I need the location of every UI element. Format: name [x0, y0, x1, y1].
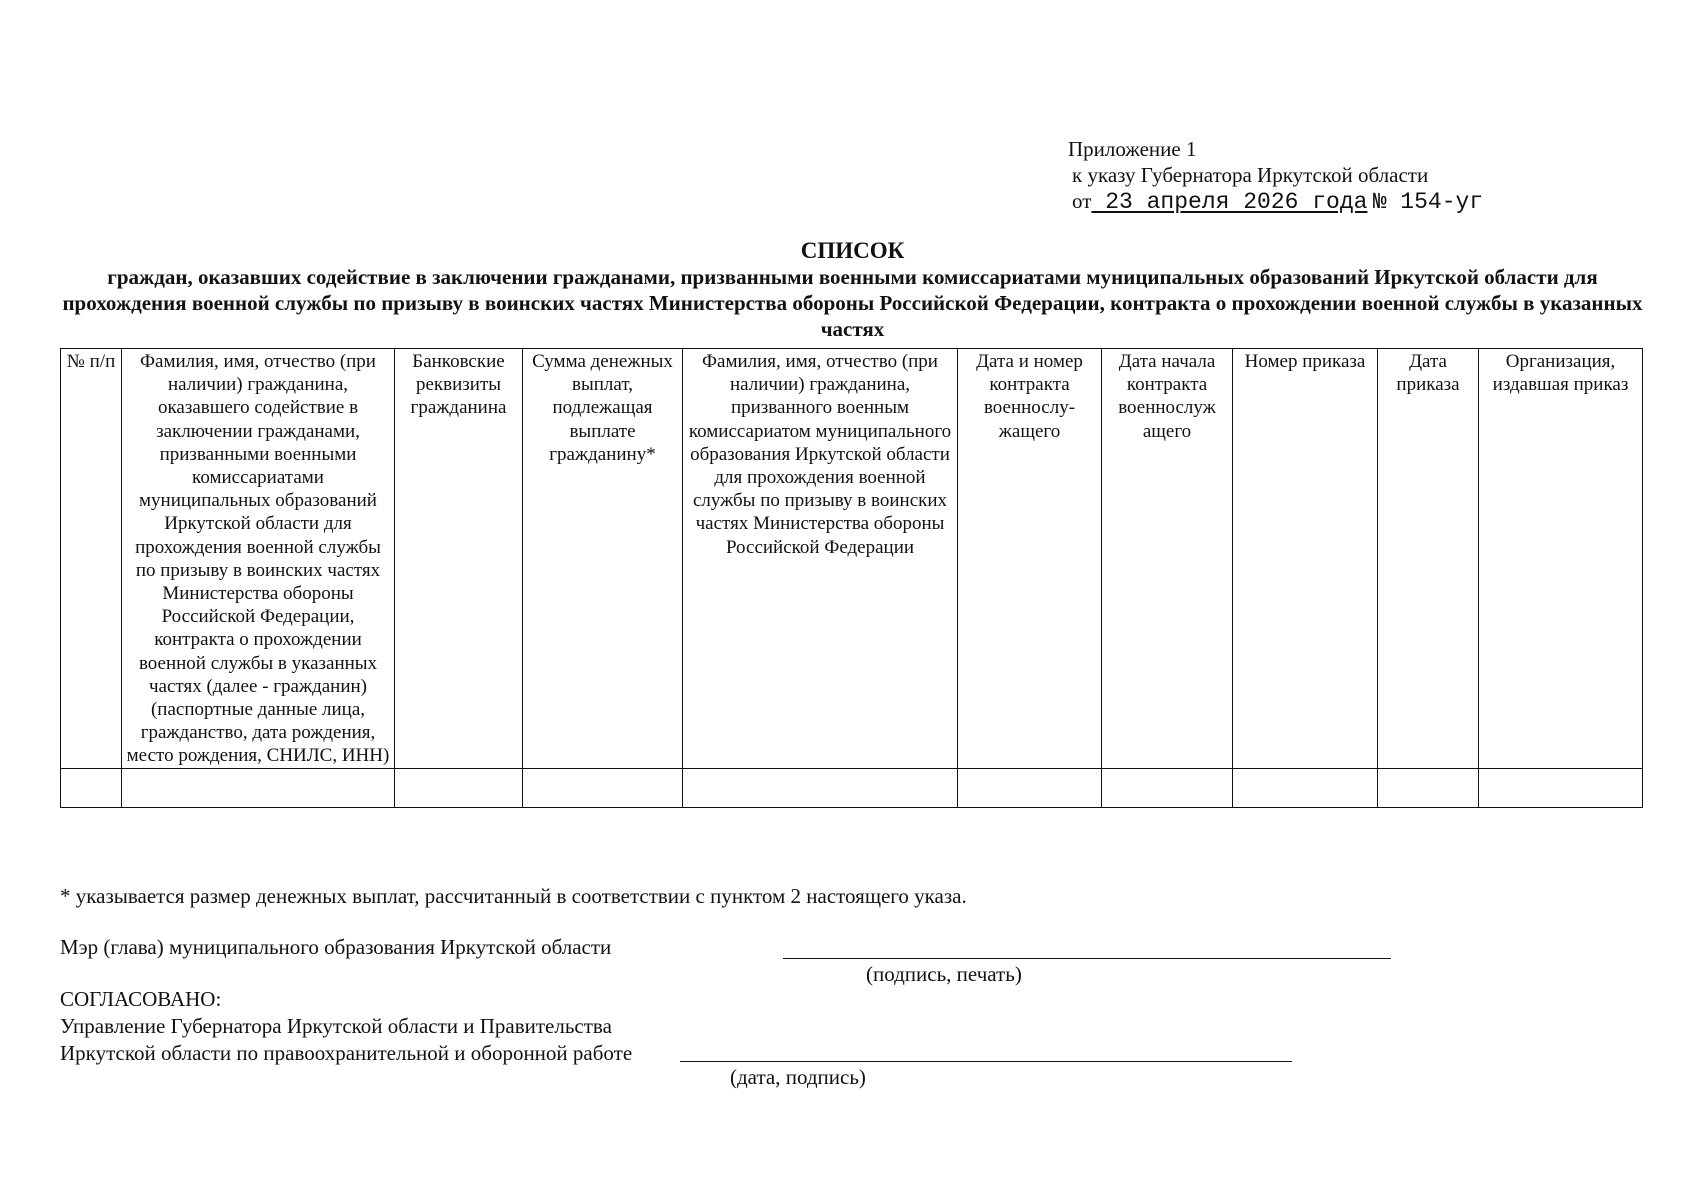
- column-header: Сумма денежных выплат, подлежащая выплате гражданину*: [523, 349, 683, 769]
- column-header: Дата приказа: [1378, 349, 1479, 769]
- table-cell: [122, 768, 395, 807]
- column-header: Номер приказа: [1233, 349, 1378, 769]
- appendix-date: 23 апреля 2026 года: [1091, 189, 1368, 215]
- appendix-title: Приложение 1: [1068, 137, 1197, 161]
- appendix-from-label: от: [1072, 189, 1092, 213]
- column-header: Фамилия, имя, отчество (при наличии) гражданина, оказавшего содействие в заключении гражданами, призванными военными комиссариатами муниципальных образований Иркутской области для прохождения военной службы по призыву в воинских частях Министерства обороны Российской Федерации, контракта о прохождении военной службы в указанных частях (далее - гражданин) (паспортные данные лица, гражданство, дата рождения, место рождения, СНИЛС, ИНН): [122, 349, 395, 769]
- column-header: Дата начала контракта военнослуж ащего: [1102, 349, 1233, 769]
- agreed-signature-line: [680, 1061, 1292, 1062]
- document-title: СПИСОК: [800, 238, 905, 263]
- column-header: Организация, издавшая приказ: [1479, 349, 1643, 769]
- column-header: Фамилия, имя, отчество (при наличии) гражданина, призванного военным комиссариатом муниципального образования Иркутской области для прохождения военной службы по призыву в воинских частях Министерства обороны Российской Федерации: [683, 349, 958, 769]
- table-cell: [1233, 768, 1378, 807]
- table-row: [61, 768, 1643, 807]
- agreed-title: СОГЛАСОВАНО:: [60, 987, 222, 1011]
- appendix-decree-ref: к указу Губернатора Иркутской области: [1072, 163, 1429, 187]
- table-cell: [395, 768, 523, 807]
- mayor-signature-line: [783, 958, 1391, 959]
- column-header: № п/п: [61, 349, 122, 769]
- document-subtitle: граждан, оказавших содействие в заключении гражданами, призванными военными комиссариатами муниципальных образований Иркутской области для прохождения военной службы по призыву в воинских частях Министерства обороны Российской Федерации, контракта о прохождении военной службы в указанных частях: [62, 265, 1643, 341]
- table-cell: [61, 768, 122, 807]
- agreed-signature-caption: (дата, подпись): [730, 1065, 866, 1089]
- agreed-org-line1: Управление Губернатора Иркутской области и Правительства: [60, 1014, 612, 1038]
- table-cell: [1378, 768, 1479, 807]
- table-cell: [958, 768, 1102, 807]
- appendix-date-line: [1068, 188, 1483, 215]
- column-header: Дата и номер контракта военнослу-жащего: [958, 349, 1102, 769]
- agreed-block: [60, 986, 632, 1067]
- table-cell: [683, 768, 958, 807]
- mayor-signature-caption: (подпись, печать): [866, 962, 1022, 986]
- appendix-block: [1068, 136, 1483, 215]
- table-cell: [1102, 768, 1233, 807]
- table-cell: [1479, 768, 1643, 807]
- mayor-label: Мэр (глава) муниципального образования Иркутской области: [60, 935, 612, 959]
- column-header: Банковские реквизиты гражданина: [395, 349, 523, 769]
- citizens-table: [60, 348, 1643, 808]
- table-cell: [523, 768, 683, 807]
- document-heading: [60, 238, 1645, 342]
- footnote: * указывается размер денежных выплат, рассчитанный в соответствии с пунктом 2 настоящего указа.: [60, 884, 967, 908]
- table-header-row: [61, 349, 1643, 769]
- agreed-org-line2: Иркутской области по правоохранительной и оборонной работе: [60, 1041, 633, 1065]
- appendix-number: № 154-уг: [1372, 189, 1484, 215]
